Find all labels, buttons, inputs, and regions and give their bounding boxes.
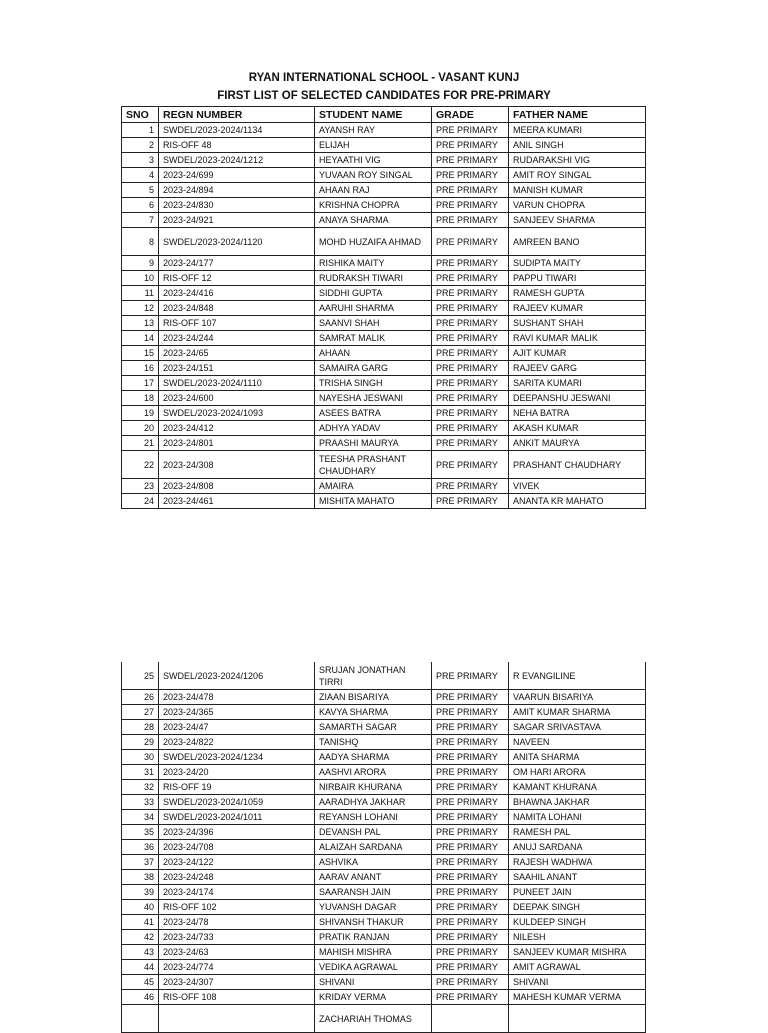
cell-student-name: ASHVIKA [315, 855, 432, 870]
cell-regn-number: RIS-OFF 48 [159, 138, 315, 153]
cell-grade: PRE PRIMARY [432, 479, 509, 494]
table-row [122, 153, 646, 168]
cell-grade: PRE PRIMARY [432, 960, 509, 975]
cell-regn-number: 2023-24/848 [159, 301, 315, 316]
cell-regn-number: 2023-24/78 [159, 915, 315, 930]
cell-regn-number: SWDEL/2023-2024/1110 [159, 376, 315, 391]
table-row [122, 183, 646, 198]
cell-grade: PRE PRIMARY [432, 123, 509, 138]
cell-student-name: AARUHI SHARMA [315, 301, 432, 316]
table-row [122, 451, 646, 479]
cell-sno: 15 [122, 346, 159, 361]
cell-grade: PRE PRIMARY [432, 406, 509, 421]
cell-student-name: HEYAATHI VIG [315, 153, 432, 168]
table-row [122, 765, 646, 780]
cell-student-name: SHIVANI [315, 975, 432, 990]
table-row [122, 690, 646, 705]
cell-student-name: NIRBAIR KHURANA [315, 780, 432, 795]
cell-father-name: AMIT ROY SINGAL [509, 168, 646, 183]
cell-student-name: ZACHARIAH THOMAS [315, 1005, 432, 1033]
cell-student-name: ZIAAN BISARIYA [315, 690, 432, 705]
cell-student-name: TEESHA PRASHANT CHAUDHARY [315, 451, 432, 479]
table-row [122, 735, 646, 750]
cell-student-name: KRIDAY VERMA [315, 990, 432, 1005]
table-row [122, 479, 646, 494]
cell-regn-number: 2023-24/808 [159, 479, 315, 494]
cell-student-name: MISHITA MAHATO [315, 494, 432, 509]
cell-grade: PRE PRIMARY [432, 810, 509, 825]
cell-sno: 43 [122, 945, 159, 960]
header-father-name: FATHER NAME [509, 107, 646, 123]
cell-grade: PRE PRIMARY [432, 391, 509, 406]
cell-father-name: RAMESH GUPTA [509, 286, 646, 301]
cell-grade: PRE PRIMARY [432, 436, 509, 451]
table-row [122, 301, 646, 316]
table-row [122, 795, 646, 810]
cell-grade: PRE PRIMARY [432, 271, 509, 286]
cell-grade: PRE PRIMARY [432, 915, 509, 930]
cell-regn-number: 2023-24/600 [159, 391, 315, 406]
cell-student-name: AHAAN RAJ [315, 183, 432, 198]
cell-sno: 34 [122, 810, 159, 825]
cell-sno: 7 [122, 213, 159, 228]
cell-student-name: ADHYA YADAV [315, 421, 432, 436]
cell-sno: 41 [122, 915, 159, 930]
cell-father-name: PAPPU TIWARI [509, 271, 646, 286]
table-row [122, 885, 646, 900]
cell-regn-number: 2023-24/461 [159, 494, 315, 509]
cell-grade: PRE PRIMARY [432, 331, 509, 346]
cell-sno: 13 [122, 316, 159, 331]
cell-regn-number: 2023-24/801 [159, 436, 315, 451]
cell-sno: 29 [122, 735, 159, 750]
cell-father-name: DEEPAK SINGH [509, 900, 646, 915]
cell-father-name: SAGAR SRIVASTAVA [509, 720, 646, 735]
cell-grade: PRE PRIMARY [432, 720, 509, 735]
cell-grade: PRE PRIMARY [432, 765, 509, 780]
cell-sno: 39 [122, 885, 159, 900]
cell-father-name: AMIT KUMAR SHARMA [509, 705, 646, 720]
cell-regn-number: 2023-24/416 [159, 286, 315, 301]
cell-regn-number: 2023-24/365 [159, 705, 315, 720]
cell-father-name: SANJEEV KUMAR MISHRA [509, 945, 646, 960]
cell-father-name: NAMITA LOHANI [509, 810, 646, 825]
cell-student-name: KAVYA SHARMA [315, 705, 432, 720]
cell-sno: 40 [122, 900, 159, 915]
table-row [122, 705, 646, 720]
cell-father-name: OM HARI ARORA [509, 765, 646, 780]
cell-father-name: NAVEEN [509, 735, 646, 750]
cell-sno: 28 [122, 720, 159, 735]
cell-sno: 36 [122, 840, 159, 855]
table-row [122, 286, 646, 301]
cell-grade: PRE PRIMARY [432, 198, 509, 213]
cell-father-name: MAHESH KUMAR VERMA [509, 990, 646, 1005]
cell-father-name: PUNEET JAIN [509, 885, 646, 900]
cell-father-name [509, 1005, 646, 1033]
cell-student-name: YUVANSH DAGAR [315, 900, 432, 915]
cell-regn-number: 2023-24/396 [159, 825, 315, 840]
cell-student-name: SAMARTH SAGAR [315, 720, 432, 735]
table-row [122, 228, 646, 256]
cell-regn-number: SWDEL/2023-2024/1120 [159, 228, 315, 256]
cell-father-name: RAJEEV GARG [509, 361, 646, 376]
cell-father-name: RAJESH WADHWA [509, 855, 646, 870]
cell-student-name: AASHVI ARORA [315, 765, 432, 780]
cell-grade: PRE PRIMARY [432, 990, 509, 1005]
cell-father-name: VIVEK [509, 479, 646, 494]
cell-sno: 31 [122, 765, 159, 780]
table-row [122, 494, 646, 509]
cell-sno: 22 [122, 451, 159, 479]
cell-regn-number: SWDEL/2023-2024/1093 [159, 406, 315, 421]
cell-father-name: VARUN CHOPRA [509, 198, 646, 213]
cell-father-name: PRASHANT CHAUDHARY [509, 451, 646, 479]
cell-student-name: MAHISH MISHRA [315, 945, 432, 960]
table-row [122, 960, 646, 975]
cell-student-name: ELIJAH [315, 138, 432, 153]
cell-regn-number: 2023-24/921 [159, 213, 315, 228]
table-row [122, 421, 646, 436]
cell-regn-number: 2023-24/20 [159, 765, 315, 780]
cell-grade: PRE PRIMARY [432, 705, 509, 720]
cell-sno: 26 [122, 690, 159, 705]
cell-student-name: AARADHYA JAKHAR [315, 795, 432, 810]
cell-regn-number: 2023-24/174 [159, 885, 315, 900]
cell-grade: PRE PRIMARY [432, 346, 509, 361]
cell-regn-number: 2023-24/248 [159, 870, 315, 885]
cell-grade: PRE PRIMARY [432, 885, 509, 900]
cell-grade [432, 1005, 509, 1033]
cell-grade: PRE PRIMARY [432, 168, 509, 183]
cell-regn-number: 2023-24/244 [159, 331, 315, 346]
table-row [122, 406, 646, 421]
cell-sno: 2 [122, 138, 159, 153]
cell-grade: PRE PRIMARY [432, 286, 509, 301]
cell-grade: PRE PRIMARY [432, 930, 509, 945]
cell-regn-number: SWDEL/2023-2024/1059 [159, 795, 315, 810]
cell-regn-number: 2023-24/151 [159, 361, 315, 376]
cell-student-name: YUVAAN ROY SINGAL [315, 168, 432, 183]
cell-grade: PRE PRIMARY [432, 690, 509, 705]
cell-student-name: NAYESHA JESWANI [315, 391, 432, 406]
cell-grade: PRE PRIMARY [432, 316, 509, 331]
cell-father-name: RAMESH PAL [509, 825, 646, 840]
cell-regn-number: SWDEL/2023-2024/1206 [159, 662, 315, 690]
cell-grade: PRE PRIMARY [432, 662, 509, 690]
header-sno: SNO [122, 107, 159, 123]
cell-grade: PRE PRIMARY [432, 256, 509, 271]
header-student-name: STUDENT NAME [315, 107, 432, 123]
cell-regn-number: 2023-24/830 [159, 198, 315, 213]
table-row [122, 750, 646, 765]
table-row [122, 945, 646, 960]
cell-sno: 14 [122, 331, 159, 346]
cell-sno: 32 [122, 780, 159, 795]
cell-grade: PRE PRIMARY [432, 228, 509, 256]
cell-father-name: ANIL SINGH [509, 138, 646, 153]
cell-father-name: ANANTA KR MAHATO [509, 494, 646, 509]
cell-grade: PRE PRIMARY [432, 825, 509, 840]
cell-grade: PRE PRIMARY [432, 376, 509, 391]
cell-regn-number: 2023-24/478 [159, 690, 315, 705]
cell-regn-number: 2023-24/65 [159, 346, 315, 361]
cell-grade: PRE PRIMARY [432, 361, 509, 376]
cell-father-name: SUDIPTA MAITY [509, 256, 646, 271]
cell-sno: 4 [122, 168, 159, 183]
cell-father-name: NILESH [509, 930, 646, 945]
cell-father-name: SUSHANT SHAH [509, 316, 646, 331]
cell-sno: 38 [122, 870, 159, 885]
cell-student-name: SRUJAN JONATHAN TIRRI [315, 662, 432, 690]
cell-sno: 45 [122, 975, 159, 990]
table-row [122, 1005, 646, 1033]
cell-student-name: MOHD HUZAIFA AHMAD [315, 228, 432, 256]
table-row [122, 346, 646, 361]
candidates-table-page-1 [121, 106, 646, 509]
cell-regn-number: 2023-24/177 [159, 256, 315, 271]
table-row [122, 662, 646, 690]
cell-grade: PRE PRIMARY [432, 138, 509, 153]
cell-grade: PRE PRIMARY [432, 301, 509, 316]
cell-student-name: SAMRAT MALIK [315, 331, 432, 346]
table-header-row [122, 107, 646, 123]
cell-father-name: SARITA KUMARI [509, 376, 646, 391]
table-row [122, 123, 646, 138]
cell-sno: 17 [122, 376, 159, 391]
cell-father-name: BHAWNA JAKHAR [509, 795, 646, 810]
cell-father-name: KULDEEP SINGH [509, 915, 646, 930]
cell-grade: PRE PRIMARY [432, 795, 509, 810]
cell-student-name: KRISHNA CHOPRA [315, 198, 432, 213]
cell-student-name: PRATIK RANJAN [315, 930, 432, 945]
cell-sno: 20 [122, 421, 159, 436]
cell-regn-number: 2023-24/412 [159, 421, 315, 436]
cell-student-name: VEDIKA AGRAWAL [315, 960, 432, 975]
cell-sno: 3 [122, 153, 159, 168]
table-row [122, 780, 646, 795]
cell-grade: PRE PRIMARY [432, 735, 509, 750]
cell-sno: 16 [122, 361, 159, 376]
cell-student-name: PRAASHI MAURYA [315, 436, 432, 451]
cell-grade: PRE PRIMARY [432, 153, 509, 168]
cell-regn-number: 2023-24/63 [159, 945, 315, 960]
table-row [122, 168, 646, 183]
cell-sno: 44 [122, 960, 159, 975]
table-row [122, 331, 646, 346]
cell-student-name: AARAV ANANT [315, 870, 432, 885]
cell-father-name: AMIT AGRAWAL [509, 960, 646, 975]
cell-regn-number: 2023-24/699 [159, 168, 315, 183]
cell-student-name: AHAAN [315, 346, 432, 361]
table-row [122, 810, 646, 825]
cell-regn-number: SWDEL/2023-2024/1234 [159, 750, 315, 765]
cell-regn-number: 2023-24/122 [159, 855, 315, 870]
cell-father-name: ANITA SHARMA [509, 750, 646, 765]
cell-regn-number: 2023-24/47 [159, 720, 315, 735]
cell-grade: PRE PRIMARY [432, 780, 509, 795]
cell-father-name: AKASH KUMAR [509, 421, 646, 436]
cell-regn-number: RIS-OFF 12 [159, 271, 315, 286]
cell-student-name: AYANSH RAY [315, 123, 432, 138]
table-row [122, 376, 646, 391]
cell-sno: 19 [122, 406, 159, 421]
table-row [122, 720, 646, 735]
cell-student-name: TANISHQ [315, 735, 432, 750]
cell-student-name: SAANVI SHAH [315, 316, 432, 331]
cell-regn-number: 2023-24/307 [159, 975, 315, 990]
table-row [122, 930, 646, 945]
cell-sno: 23 [122, 479, 159, 494]
cell-father-name: SAAHIL ANANT [509, 870, 646, 885]
cell-regn-number: 2023-24/308 [159, 451, 315, 479]
cell-regn-number: 2023-24/708 [159, 840, 315, 855]
cell-student-name: ANAYA SHARMA [315, 213, 432, 228]
cell-father-name: RAVI KUMAR MALIK [509, 331, 646, 346]
cell-grade: PRE PRIMARY [432, 975, 509, 990]
cell-regn-number: RIS-OFF 107 [159, 316, 315, 331]
cell-sno: 24 [122, 494, 159, 509]
cell-student-name: AADYA SHARMA [315, 750, 432, 765]
cell-sno: 30 [122, 750, 159, 765]
cell-student-name: AMAIRA [315, 479, 432, 494]
table-row [122, 915, 646, 930]
cell-grade: PRE PRIMARY [432, 213, 509, 228]
cell-sno: 5 [122, 183, 159, 198]
cell-regn-number: 2023-24/822 [159, 735, 315, 750]
cell-student-name: RUDRAKSH TIWARI [315, 271, 432, 286]
cell-student-name: ASEES BATRA [315, 406, 432, 421]
cell-student-name: REYANSH LOHANI [315, 810, 432, 825]
cell-grade: PRE PRIMARY [432, 945, 509, 960]
table-row [122, 855, 646, 870]
table-row [122, 990, 646, 1005]
cell-regn-number: 2023-24/774 [159, 960, 315, 975]
cell-sno [122, 1005, 159, 1033]
header-grade: GRADE [432, 107, 509, 123]
cell-sno: 33 [122, 795, 159, 810]
table-row [122, 870, 646, 885]
cell-student-name: RISHIKA MAITY [315, 256, 432, 271]
cell-father-name: ANKIT MAURYA [509, 436, 646, 451]
cell-student-name: SHIVANSH THAKUR [315, 915, 432, 930]
cell-grade: PRE PRIMARY [432, 183, 509, 198]
cell-regn-number: SWDEL/2023-2024/1011 [159, 810, 315, 825]
header-regn-number: REGN NUMBER [159, 107, 315, 123]
table-row [122, 198, 646, 213]
cell-student-name: SAMAIRA GARG [315, 361, 432, 376]
cell-father-name: AMREEN BANO [509, 228, 646, 256]
cell-regn-number [159, 1005, 315, 1033]
cell-student-name: ALAIZAH SARDANA [315, 840, 432, 855]
cell-father-name: AJIT KUMAR [509, 346, 646, 361]
cell-father-name: ANUJ SARDANA [509, 840, 646, 855]
cell-father-name: NEHA BATRA [509, 406, 646, 421]
cell-regn-number: 2023-24/733 [159, 930, 315, 945]
cell-sno: 42 [122, 930, 159, 945]
cell-regn-number: RIS-OFF 108 [159, 990, 315, 1005]
table-row [122, 900, 646, 915]
cell-father-name: R EVANGILINE [509, 662, 646, 690]
table-row [122, 316, 646, 331]
cell-grade: PRE PRIMARY [432, 870, 509, 885]
cell-student-name: TRISHA SINGH [315, 376, 432, 391]
cell-grade: PRE PRIMARY [432, 451, 509, 479]
cell-sno: 18 [122, 391, 159, 406]
cell-father-name: DEEPANSHU JESWANI [509, 391, 646, 406]
table-row [122, 975, 646, 990]
cell-sno: 46 [122, 990, 159, 1005]
cell-grade: PRE PRIMARY [432, 840, 509, 855]
cell-sno: 12 [122, 301, 159, 316]
cell-grade: PRE PRIMARY [432, 750, 509, 765]
cell-regn-number: RIS-OFF 19 [159, 780, 315, 795]
cell-father-name: RUDARAKSHI VIG [509, 153, 646, 168]
cell-sno: 6 [122, 198, 159, 213]
cell-sno: 8 [122, 228, 159, 256]
cell-father-name: VAARUN BISARIYA [509, 690, 646, 705]
table-row [122, 271, 646, 286]
cell-sno: 37 [122, 855, 159, 870]
table-row [122, 825, 646, 840]
cell-sno: 10 [122, 271, 159, 286]
cell-sno: 35 [122, 825, 159, 840]
cell-grade: PRE PRIMARY [432, 494, 509, 509]
cell-regn-number: 2023-24/894 [159, 183, 315, 198]
cell-grade: PRE PRIMARY [432, 421, 509, 436]
cell-sno: 27 [122, 705, 159, 720]
cell-sno: 1 [122, 123, 159, 138]
cell-sno: 11 [122, 286, 159, 301]
table-row [122, 436, 646, 451]
cell-father-name: SHIVANI [509, 975, 646, 990]
cell-grade: PRE PRIMARY [432, 855, 509, 870]
cell-grade: PRE PRIMARY [432, 900, 509, 915]
cell-father-name: KAMANT KHURANA [509, 780, 646, 795]
cell-regn-number: SWDEL/2023-2024/1134 [159, 123, 315, 138]
cell-father-name: SANJEEV SHARMA [509, 213, 646, 228]
table-row [122, 361, 646, 376]
cell-sno: 25 [122, 662, 159, 690]
cell-sno: 9 [122, 256, 159, 271]
cell-father-name: MANISH KUMAR [509, 183, 646, 198]
table-row [122, 256, 646, 271]
table-row [122, 138, 646, 153]
table-row [122, 840, 646, 855]
cell-father-name: MEERA KUMARI [509, 123, 646, 138]
cell-sno: 21 [122, 436, 159, 451]
document-subtitle: FIRST LIST OF SELECTED CANDIDATES FOR PRE-PRIMARY [217, 90, 551, 102]
table-row [122, 391, 646, 406]
cell-regn-number: RIS-OFF 102 [159, 900, 315, 915]
candidates-table-page-2 [121, 662, 646, 1033]
cell-student-name: DEVANSH PAL [315, 825, 432, 840]
document-title: RYAN INTERNATIONAL SCHOOL - VASANT KUNJ [248, 72, 520, 84]
cell-student-name: SAARANSH JAIN [315, 885, 432, 900]
table-row [122, 213, 646, 228]
cell-student-name: SIDDHI GUPTA [315, 286, 432, 301]
cell-regn-number: SWDEL/2023-2024/1212 [159, 153, 315, 168]
cell-father-name: RAJEEV KUMAR [509, 301, 646, 316]
